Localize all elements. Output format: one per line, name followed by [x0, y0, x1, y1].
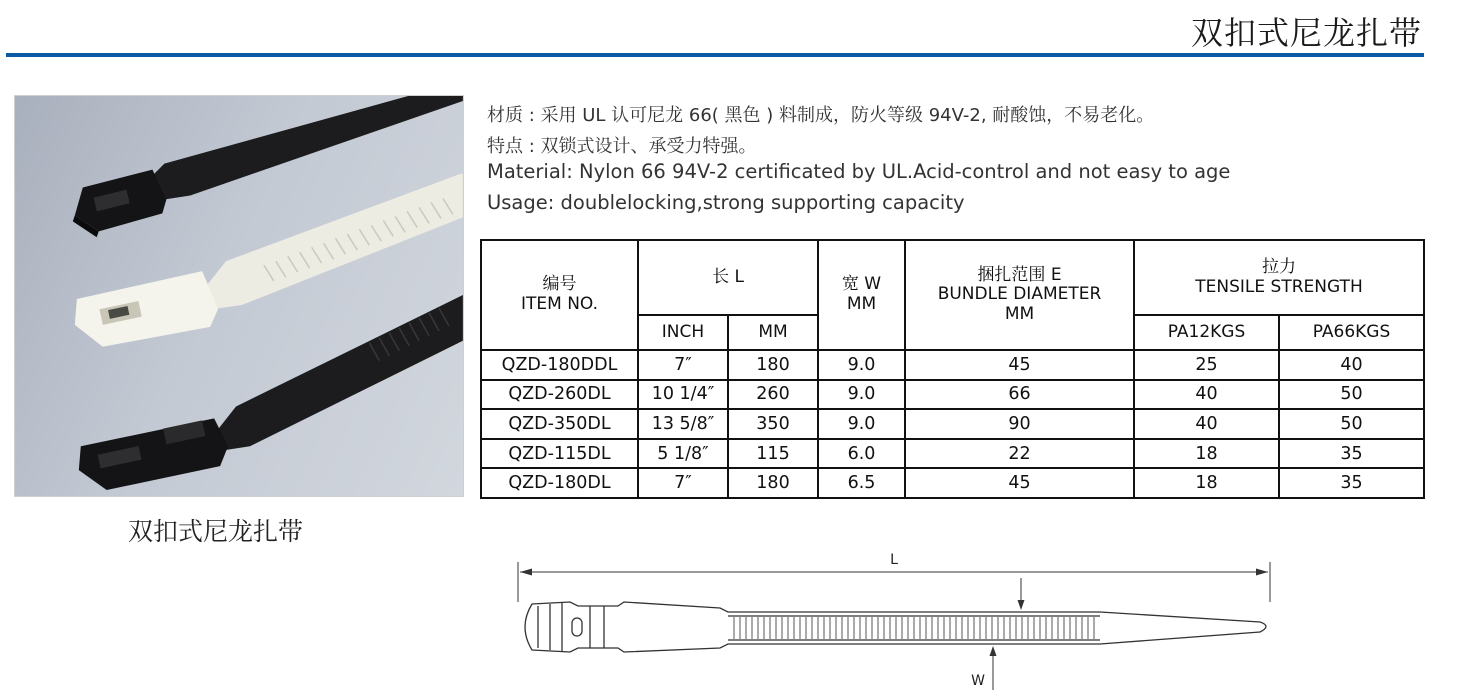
- header-mm: MM: [728, 315, 818, 350]
- cell-pa12: 18: [1134, 439, 1279, 469]
- table-row: [481, 468, 1424, 498]
- cell-bundle: 66: [905, 380, 1134, 410]
- table-row: [481, 409, 1424, 439]
- length-label: L: [890, 552, 898, 568]
- cell-pa12: 18: [1134, 468, 1279, 498]
- cell-length-mm: 260: [728, 380, 818, 410]
- cell-length-inch: 7″: [638, 468, 728, 498]
- feature-cn-text: 特点 : 双锁式设计、承受力特强。: [487, 136, 757, 157]
- cell-pa66: 50: [1279, 380, 1424, 410]
- header-tensile-en: TENSILE STRENGTH: [1195, 276, 1363, 297]
- cell-length-mm: 115: [728, 439, 818, 469]
- cell-length-mm: 180: [728, 468, 818, 498]
- table-row: [481, 350, 1424, 380]
- usage-en-text: Usage: doublelocking,strong supporting capacity: [487, 191, 965, 214]
- cell-item-no: QZD-180DDL: [481, 350, 638, 380]
- header-width-unit: MM: [846, 294, 877, 314]
- cell-bundle: 45: [905, 468, 1134, 498]
- cell-bundle: 22: [905, 439, 1134, 469]
- cell-pa66: 35: [1279, 468, 1424, 498]
- cell-length-mm: 350: [728, 409, 818, 439]
- cell-length-inch: 5 1/8″: [638, 439, 728, 469]
- table-row: [481, 380, 1424, 410]
- cell-width: 6.0: [818, 439, 905, 469]
- cell-bundle: 90: [905, 409, 1134, 439]
- header-item-cn: 编号: [542, 274, 577, 295]
- cell-bundle: 45: [905, 350, 1134, 380]
- cell-length-inch: 13 5/8″: [638, 409, 728, 439]
- header-width-cn: 宽 W: [841, 274, 882, 295]
- photo-caption: 双扣式尼龙扎带: [128, 517, 304, 546]
- header-bundle-cn: 捆扎范围 E: [977, 264, 1062, 285]
- header-length: 长 L: [638, 240, 818, 315]
- length-dimension-line: [520, 569, 1268, 576]
- header-item-no: [481, 240, 638, 350]
- cell-width: 9.0: [818, 409, 905, 439]
- title-divider: [6, 53, 1424, 57]
- material-cn-text: 材质 : 采用 UL 认可尼龙 66( 黑色 ) 料制成，防火等级 94V-2, 耐酸蚀，不易老化。: [487, 105, 1155, 126]
- header-tensile-cn: 拉力: [1262, 256, 1296, 277]
- cell-pa12: 40: [1134, 380, 1279, 410]
- header-pa12: PA12KGS: [1134, 315, 1279, 350]
- header-tensile: [1134, 240, 1424, 315]
- cell-width: 9.0: [818, 350, 905, 380]
- header-bundle-en: BUNDLE DIAMETER: [937, 284, 1102, 305]
- cell-pa66: 50: [1279, 409, 1424, 439]
- cell-pa66: 35: [1279, 439, 1424, 469]
- cell-item-no: QZD-115DL: [481, 439, 638, 469]
- tie-serrations: [734, 617, 1094, 639]
- cell-pa66: 40: [1279, 350, 1424, 380]
- cell-width: 6.5: [818, 468, 905, 498]
- width-dimension-arrows: [990, 578, 1025, 690]
- header-width: [818, 240, 905, 350]
- header-inch: INCH: [638, 315, 728, 350]
- width-label: W: [971, 673, 985, 689]
- header-pa66: PA66KGS: [1279, 315, 1424, 350]
- cell-pa12: 40: [1134, 409, 1279, 439]
- cell-pa12: 25: [1134, 350, 1279, 380]
- cell-length-inch: 7″: [638, 350, 728, 380]
- table-row: [481, 439, 1424, 469]
- header-item-en: ITEM NO.: [520, 294, 599, 314]
- header-bundle-unit: MM: [1004, 303, 1035, 324]
- dimension-diagram: [500, 540, 1300, 697]
- cell-item-no: QZD-180DL: [481, 468, 638, 498]
- header-bundle: [905, 240, 1134, 350]
- cell-item-no: QZD-260DL: [481, 380, 638, 410]
- cell-length-mm: 180: [728, 350, 818, 380]
- material-en-text: Material: Nylon 66 94V-2 certificated by UL.Acid-control and not easy to age: [487, 160, 1231, 183]
- lock-slot: [572, 618, 582, 636]
- cell-width: 9.0: [818, 380, 905, 410]
- spec-table: [480, 239, 1425, 499]
- cell-length-inch: 10 1/4″: [638, 380, 728, 410]
- product-photo: [14, 95, 464, 497]
- cell-item-no: QZD-350DL: [481, 409, 638, 439]
- page-title: 双扣式尼龙扎带: [1190, 14, 1422, 52]
